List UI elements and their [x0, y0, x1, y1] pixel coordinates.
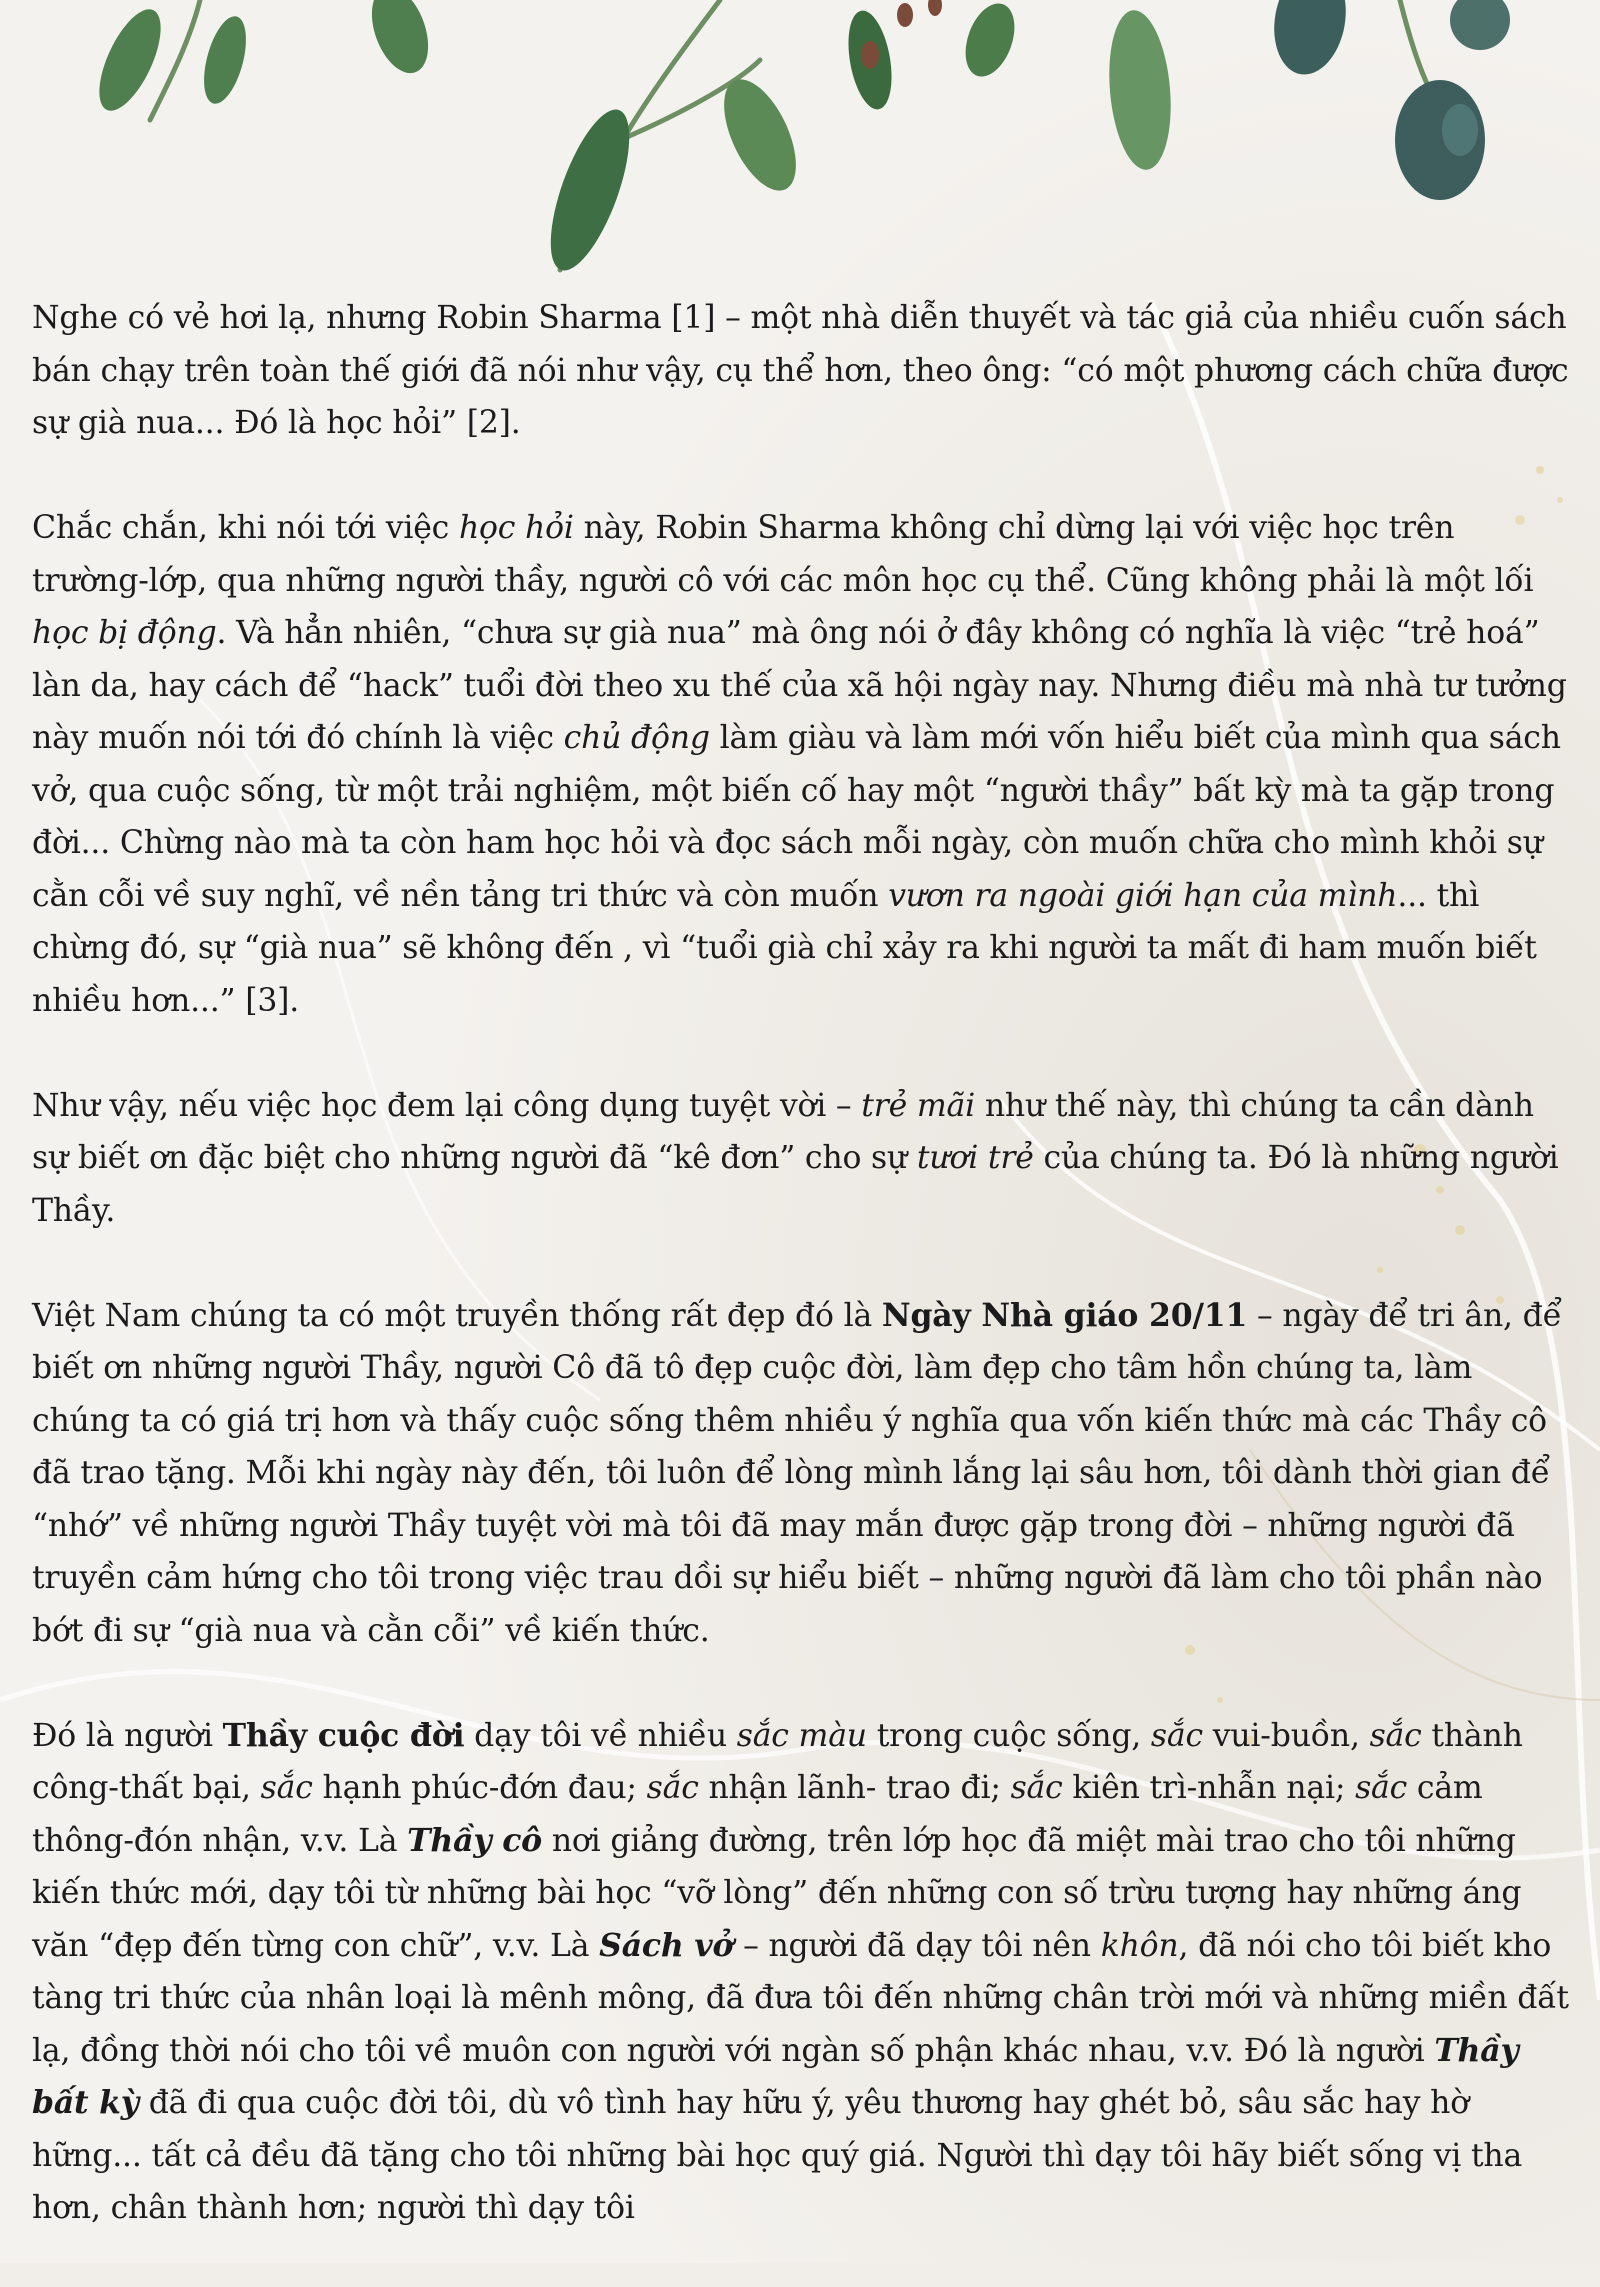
italic-phrase: học hỏi	[458, 510, 574, 546]
paragraph-1: Nghe có vẻ hơi lạ, nhưng Robin Sharma [1] – một nhà diễn thuyết và tác giả của nhiều cuốn sách bán chạy trên toàn thế giới đã nói như vậy, cụ thể hơn, theo ông: “có một phương cách chữa được sự già nua... Đó là học hỏi” [2].	[32, 300, 1569, 441]
italic-phrase: trẻ mãi	[861, 1087, 975, 1124]
italic-phrase: sắc màu	[736, 1717, 867, 1754]
italic-phrase: sắc	[1010, 1770, 1063, 1806]
paragraph-4: Việt Nam chúng ta có một truyền thống rất đẹp đó là Ngày Nhà giáo 20/11 – ngày để tri ân, để biết ơn những người Thầy, người Cô đã tô đẹp cuộc đời, làm đẹp cho tâm hồn chúng ta, làm chúng ta có giá trị hơn và thấy cuộc sống thêm nhiều ý nghĩa qua vốn kiến thức mà các Thầy cô đã trao tặng. Mỗi khi ngày này đến, tôi luôn để lòng mình lắng lại sâu hơn, tôi dành thời gian để “nhớ” về những người Thầy tuyệt vời mà tôi đã may mắn được gặp trong đời – những người đã truyền cảm hứng cho tôi trong việc trau dồi sự hiểu biết – những người đã làm cho tôi phần nào bớt đi sự “già nua và cằn cỗi” về kiến thức.	[32, 1296, 1562, 1649]
bold-phrase: Ngày Nhà giáo 20/11	[881, 1296, 1248, 1334]
italic-phrase: sắc	[1150, 1717, 1203, 1754]
paragraph-5: Đó là người Thầy cuộc đời dạy tôi về nhiều sắc màu trong cuộc sống, sắc vui-buồn, sắc thành công-thất bại, sắc hạnh phúc-đớn đau; sắc nhận lãnh- trao đi; sắc kiên trì-nhẫn nại; sắc cảm thông-đón nhận, v.v. Là Thầy cô nơi giảng đường, trên lớp học đã miệt mài trao cho tôi những kiến thức mới, dạy tôi từ những bài học “vỡ lòng” đến những con số trừu tượng hay những áng văn “đẹp đến từng con chữ”, v.v. Là Sách vở – người đã dạy tôi nên khôn, đã nói cho tôi biết kho tàng tri thức của nhân loại là mênh mông, đã đưa tôi đến những chân trời mới và những miền đất lạ, đồng thời nói cho tôi về muôn con người với ngàn số phận khác nhau, v.v. Đó là người Thầy bất kỳ đã đi qua cuộc đời tôi, dù vô tình hay hữu ý, yêu thương hay ghét bỏ, sâu sắc hay hờ hững... tất cả đều đã tặng cho tôi những bài học quý giá. Người thì dạy tôi hãy biết sống vị tha hơn, chân thành hơn; người thì dạy tôi	[32, 1716, 1569, 2226]
bold-italic-phrase: Thầy bất kỳ	[32, 2031, 1519, 2121]
paragraph-3: Như vậy, nếu việc học đem lại công dụng tuyệt vời – trẻ mãi như thế này, thì chúng ta cần dành sự biết ơn đặc biệt cho những người đã “kê đơn” cho sự tươi trẻ của chúng ta. Đó là những người Thầy.	[32, 1087, 1559, 1229]
italic-phrase: vươn ra ngoài giới hạn của mình	[888, 877, 1398, 914]
paragraph-2: Chắc chắn, khi nói tới việc học hỏi này, Robin Sharma không chỉ dừng lại với việc học trên trường-lớp, qua những người thầy, người cô với các môn học cụ thể. Cũng không phải là một lối học bị động. Và hẳn nhiên, “chưa sự già nua” mà ông nói ở đây không có nghĩa là việc “trẻ hoá” làn da, hay cách để “hack” tuổi đời theo xu thế của xã hội ngày nay. Nhưng điều mà nhà tư tưởng này muốn nói tới đó chính là việc chủ động làm giàu và làm mới vốn hiểu biết của mình qua sách vở, qua cuộc sống, từ một trải nghiệm, một biến cố hay một “người thầy” bất kỳ mà ta gặp trong đời... Chừng nào mà ta còn ham học hỏi và đọc sách mỗi ngày, còn muốn chữa cho mình khỏi sự cằn cỗi về suy nghĩ, về nền tảng tri thức và còn muốn vươn ra ngoài giới hạn của mình... thì chừng đó, sự “già nua” sẽ không đến , vì “tuổi già chỉ xảy ra khi người ta mất đi ham muốn biết nhiều hơn...” [3].	[32, 510, 1567, 1019]
italic-phrase: chủ động	[563, 720, 710, 756]
italic-phrase: sắc	[1369, 1717, 1422, 1754]
italic-phrase: sắc	[646, 1770, 699, 1806]
italic-phrase: sắc	[260, 1770, 313, 1806]
bold-italic-phrase: Sách vở	[599, 1926, 734, 1964]
italic-phrase: học bị động	[32, 615, 217, 651]
bold-phrase: Thầy cuộc đời	[222, 1716, 465, 1754]
italic-phrase: sắc	[1355, 1770, 1408, 1806]
italic-phrase: khôn	[1100, 1927, 1179, 1964]
italic-phrase: tươi trẻ	[916, 1140, 1034, 1176]
bold-italic-phrase: Thầy cô	[407, 1821, 542, 1859]
article-body	[32, 292, 1572, 2287]
eucalyptus-leaves-illustration	[0, 0, 1600, 300]
